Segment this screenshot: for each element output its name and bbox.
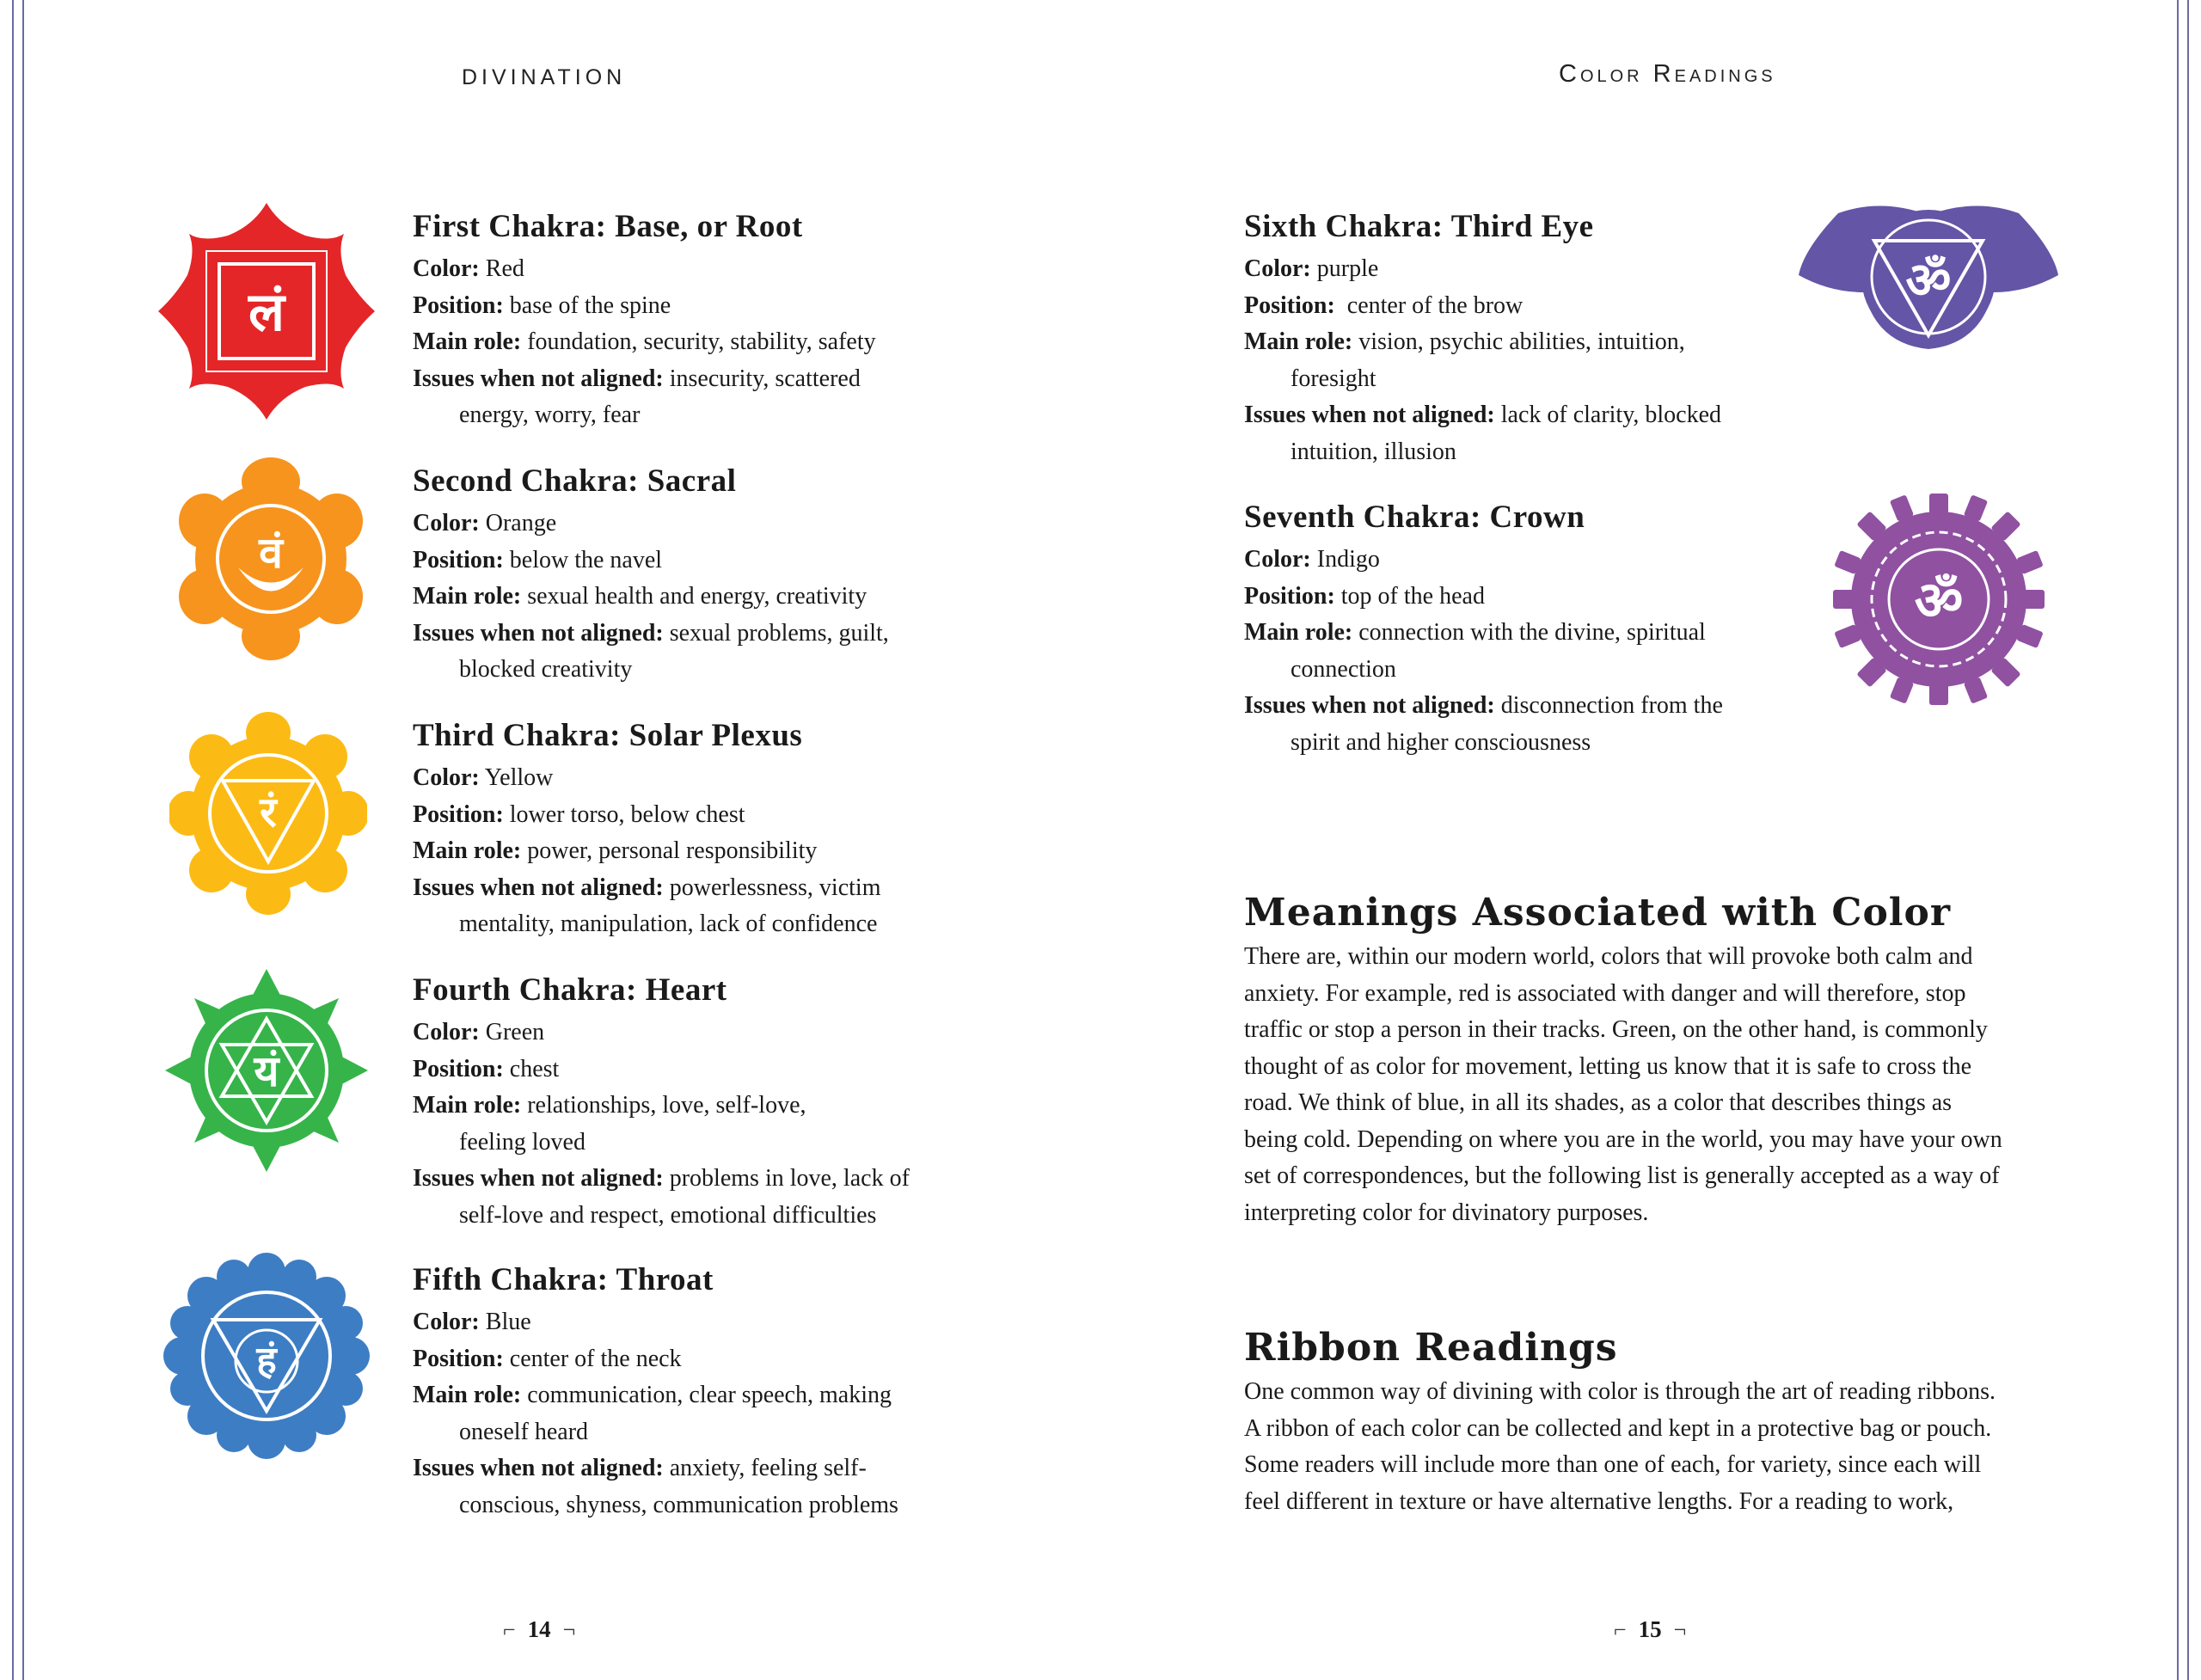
chakra-title: Third Chakra: Solar Plexus <box>413 718 803 753</box>
running-header-right: Color Readings <box>1559 60 1776 88</box>
ribbon-line: Some readers will include more than one of each, for variety, since each will <box>1244 1451 1982 1478</box>
ribbon-line: A ribbon of each color can be collected and kept in a protective bag or pouch. <box>1244 1414 1992 1442</box>
left-border-inner <box>22 0 24 1680</box>
chakra-role-line: Main role: connection with the divine, spiritual <box>1244 619 1706 646</box>
meanings-line: There are, within our modern world, colors that will provoke both calm and <box>1244 943 1973 970</box>
chakra-issues-continued: spirit and higher consciousness <box>1291 728 1591 756</box>
folio-ornament-left: ⌐ <box>1614 1616 1627 1642</box>
chakra-entry-seventh <box>1244 499 1829 761</box>
sacral-chakra-glyph: वं <box>259 528 283 578</box>
chakra-issues-line: Issues when not aligned: sexual problems, guilt, <box>413 619 889 647</box>
folio-ornament-right: ¬ <box>1673 1616 1687 1642</box>
left-border-outer <box>12 0 14 1680</box>
chakra-role-continued: oneself heard <box>459 1418 589 1445</box>
chakra-color-line: Color: Orange <box>413 510 557 536</box>
chakra-entry-third <box>413 717 1066 943</box>
chakra-issues-continued: intuition, illusion <box>1291 438 1456 465</box>
meanings-heading: Meanings Associated with Color <box>1244 891 1952 935</box>
chakra-color-line: Color: Indigo <box>1244 546 1380 573</box>
page-number-right <box>1614 1616 1686 1643</box>
chakra-color-line: Color: Yellow <box>413 764 554 791</box>
folio-ornament-right: ¬ <box>562 1616 576 1642</box>
chakra-position-line: Position: top of the head <box>1244 582 1485 610</box>
chakra-issues-continued: blocked creativity <box>459 656 633 683</box>
chakra-entry-fifth <box>413 1261 1066 1524</box>
crown-chakra-glyph: ॐ <box>1914 569 1964 632</box>
chakra-issues-line: Issues when not aligned: insecurity, scattered <box>413 365 861 392</box>
chakra-position-line: Position: center of the neck <box>413 1345 682 1372</box>
chakra-color-line: Color: Green <box>413 1019 545 1045</box>
chakra-issues-continued: self-love and respect, emotional difficulties <box>459 1201 877 1229</box>
folio-ornament-left: ⌐ <box>503 1616 516 1642</box>
root-chakra-icon <box>155 199 378 423</box>
chakra-entry-fourth <box>413 972 1066 1234</box>
third-eye-chakra-icon <box>1795 198 2062 353</box>
chakra-title: Fifth Chakra: Throat <box>413 1262 714 1297</box>
chakra-color-line: Color: purple <box>1244 255 1379 282</box>
chakra-issues-line: Issues when not aligned: problems in love, lack of <box>413 1165 910 1192</box>
chakra-issues-continued: mentality, manipulation, lack of confidence <box>459 911 878 937</box>
chakra-color-line: Color: Blue <box>413 1309 531 1335</box>
chakra-title: Sixth Chakra: Third Eye <box>1244 209 1594 244</box>
meanings-line: set of correspondences, but the following list is generally accepted as a way of <box>1244 1162 2000 1189</box>
meanings-line: being cold. Depending on where you are in the world, you may have your own <box>1244 1125 2002 1153</box>
chakra-position-line: Position: base of the spine <box>413 291 671 319</box>
chakra-entry-sixth <box>1244 208 1794 470</box>
throat-chakra-glyph: हं <box>256 1339 277 1383</box>
chakra-role-line: Main role: vision, psychic abilities, intuition, <box>1244 328 1685 355</box>
throat-chakra-icon <box>162 1251 372 1462</box>
chakra-issues-line: Issues when not aligned: powerlessness, victim <box>413 874 881 901</box>
chakra-color-line: Color: Red <box>413 255 524 282</box>
right-border-outer <box>2187 0 2189 1680</box>
ribbon-line: feel different in texture or have alternative lengths. For a reading to work, <box>1244 1487 1954 1515</box>
folio-number: 14 <box>527 1616 551 1642</box>
chakra-entry-second <box>413 463 1066 689</box>
chakra-position-line: Position: below the navel <box>413 546 663 573</box>
meanings-line: anxiety. For example, red is associated with danger and will therefore, stop <box>1244 979 1966 1007</box>
chakra-issues-line: Issues when not aligned: disconnection from the <box>1244 692 1723 719</box>
chakra-issues-line: Issues when not aligned: anxiety, feeling self- <box>413 1455 867 1481</box>
chakra-role-line: Main role: power, personal responsibility <box>413 837 818 864</box>
chakra-role-continued: connection <box>1291 655 1396 683</box>
chakra-role-line: Main role: relationships, love, self-love, <box>413 1092 806 1119</box>
meanings-line: interpreting color for divinatory purposes. <box>1244 1199 1649 1226</box>
meanings-line: thought of as color for movement, letting us know that it is safe to cross the <box>1244 1052 1972 1080</box>
ribbon-heading: Ribbon Readings <box>1244 1326 1618 1370</box>
meanings-line: road. We think of blue, in all its shades, as a color that describes things as <box>1244 1089 1953 1116</box>
chakra-position-line: Position: chest <box>413 1055 560 1082</box>
sacral-chakra-icon <box>176 456 365 662</box>
chakra-role-continued: feeling loved <box>459 1128 586 1156</box>
folio-number: 15 <box>1638 1616 1662 1642</box>
heart-chakra-glyph: यं <box>254 1046 279 1096</box>
chakra-title: Fourth Chakra: Heart <box>413 972 727 1008</box>
crown-chakra-icon <box>1831 492 2046 707</box>
chakra-role-line: Main role: communication, clear speech, making <box>413 1382 892 1408</box>
page-number-left <box>503 1616 575 1643</box>
chakra-title: Seventh Chakra: Crown <box>1244 500 1585 535</box>
chakra-role-line: Main role: foundation, security, stability, safety <box>413 328 876 355</box>
meanings-paragraph <box>1244 939 2087 1231</box>
right-border-inner <box>2177 0 2179 1680</box>
running-header-left: DIVINATION <box>462 65 627 89</box>
chakra-issues-continued: energy, worry, fear <box>459 402 641 428</box>
chakra-entry-first <box>413 208 1066 434</box>
chakra-issues-line: Issues when not aligned: lack of clarity, blocked <box>1244 402 1722 428</box>
ribbon-line: One common way of divining with color is through the art of reading ribbons. <box>1244 1378 1996 1405</box>
root-chakra-glyph: लं <box>248 280 285 343</box>
third-eye-chakra-glyph: ॐ <box>1905 251 1952 310</box>
chakra-title: Second Chakra: Sacral <box>413 463 737 499</box>
solar-plexus-chakra-icon <box>169 710 367 917</box>
chakra-position-line: Position: lower torso, below chest <box>413 800 745 828</box>
meanings-line: traffic or stop a person in their tracks. Green, on the other hand, is commonly <box>1244 1016 1988 1043</box>
chakra-position-line: Position: center of the brow <box>1244 291 1524 319</box>
ribbon-paragraph <box>1244 1374 2087 1520</box>
chakra-role-continued: foresight <box>1291 365 1376 392</box>
chakra-issues-continued: conscious, shyness, communication problems <box>459 1491 898 1518</box>
chakra-role-line: Main role: sexual health and energy, creativity <box>413 583 868 610</box>
chakra-title: First Chakra: Base, or Root <box>413 209 803 244</box>
heart-chakra-icon <box>163 967 370 1174</box>
solar-plexus-chakra-glyph: रं <box>260 788 277 837</box>
